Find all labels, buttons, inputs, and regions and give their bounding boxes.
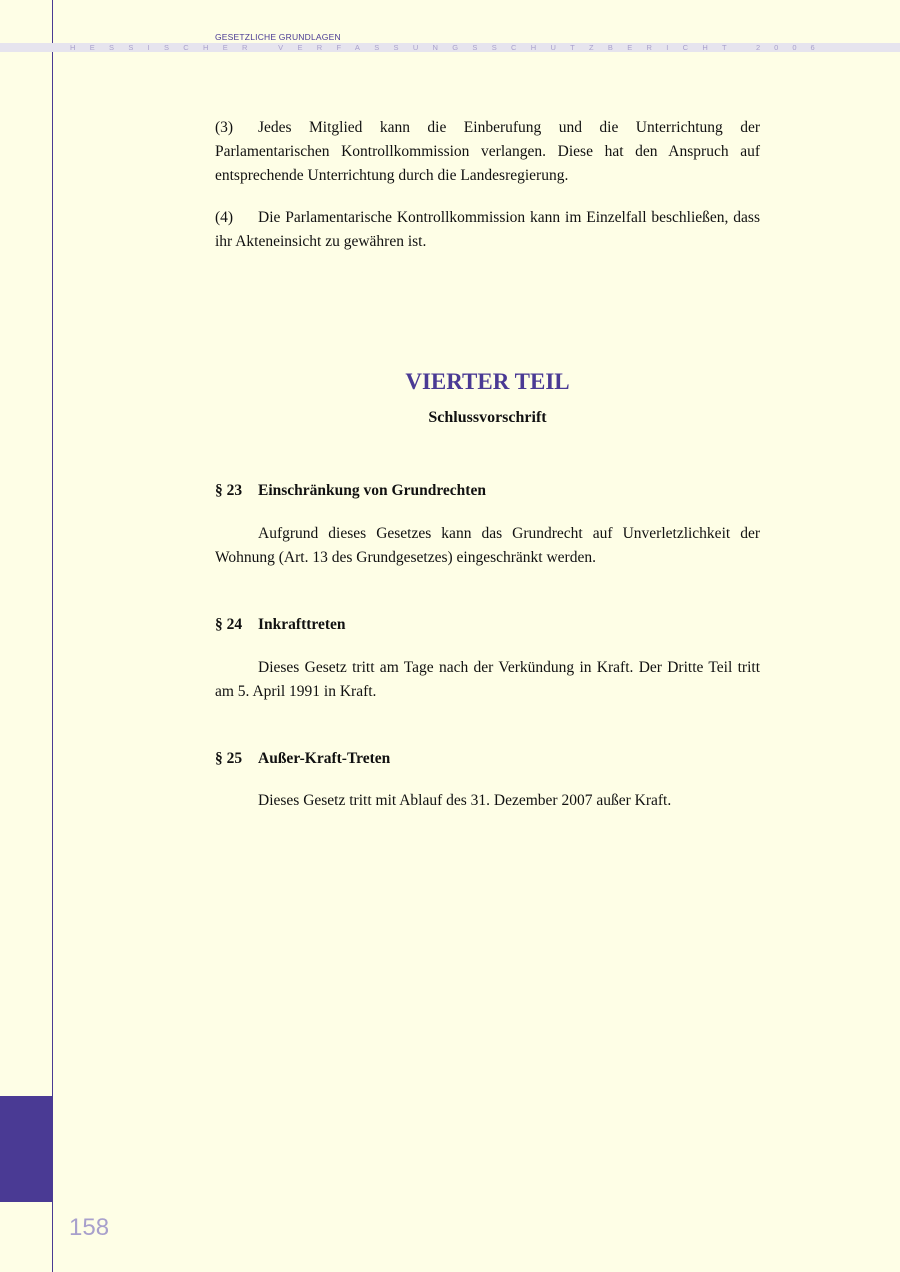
page-content [215,116,760,813]
running-year: 2006 [756,43,829,52]
page-number: 158 [69,1214,110,1241]
section-title: Inkrafttreten [258,616,346,633]
part-subtitle: Schlussvorschrift [428,409,547,426]
section-heading-25 [215,747,760,771]
paragraph-number: (4) [215,209,234,226]
margin-rule [52,0,53,1272]
section-label: GESETZLICHE GRUNDLAGEN [215,32,341,42]
section-text-23: Aufgrund dieses Gesetzes kann das Grundrecht auf Unverletzlichkeit der Wohnung (Art. 13 des Grundgesetzes) eingeschränkt werden. [215,525,760,566]
paragraph-text: Jedes Mitglied kann die Einberufung und die Unterrichtung der Parlamentarischen Kontrollkommission verlangen. Diese hat den Anspruch auf entsprechende Unterrichtung durch die Landesregierung. [215,119,760,184]
section-number: § 25 [215,750,243,767]
section-text-25: Dieses Gesetz tritt mit Ablauf des 31. Dezember 2007 außer Kraft. [258,792,672,809]
part-title: VIERTER TEIL [405,369,570,394]
running-title: HESSISCHER VERFASSUNGSSCHUTZBERICHT [70,43,741,52]
paragraph-number: (3) [215,119,234,136]
paragraph-4 [215,206,760,254]
section-number: § 24 [215,616,243,633]
section-text-24: Dieses Gesetz tritt am Tage nach der Verkündung in Kraft. Der Dritte Teil tritt am 5. April 1991 in Kraft. [215,659,760,700]
paragraph-text: Die Parlamentarische Kontrollkommission kann im Einzelfall beschließen, dass ihr Akteneinsicht zu gewähren ist. [215,209,760,250]
section-heading-24 [215,613,760,637]
section-title: Einschränkung von Grundrechten [258,482,486,499]
section-number: § 23 [215,482,243,499]
section-heading-23 [215,479,760,503]
paragraph-3 [215,116,760,188]
section-title: Außer-Kraft-Treten [258,750,391,767]
margin-color-block [0,1096,52,1202]
